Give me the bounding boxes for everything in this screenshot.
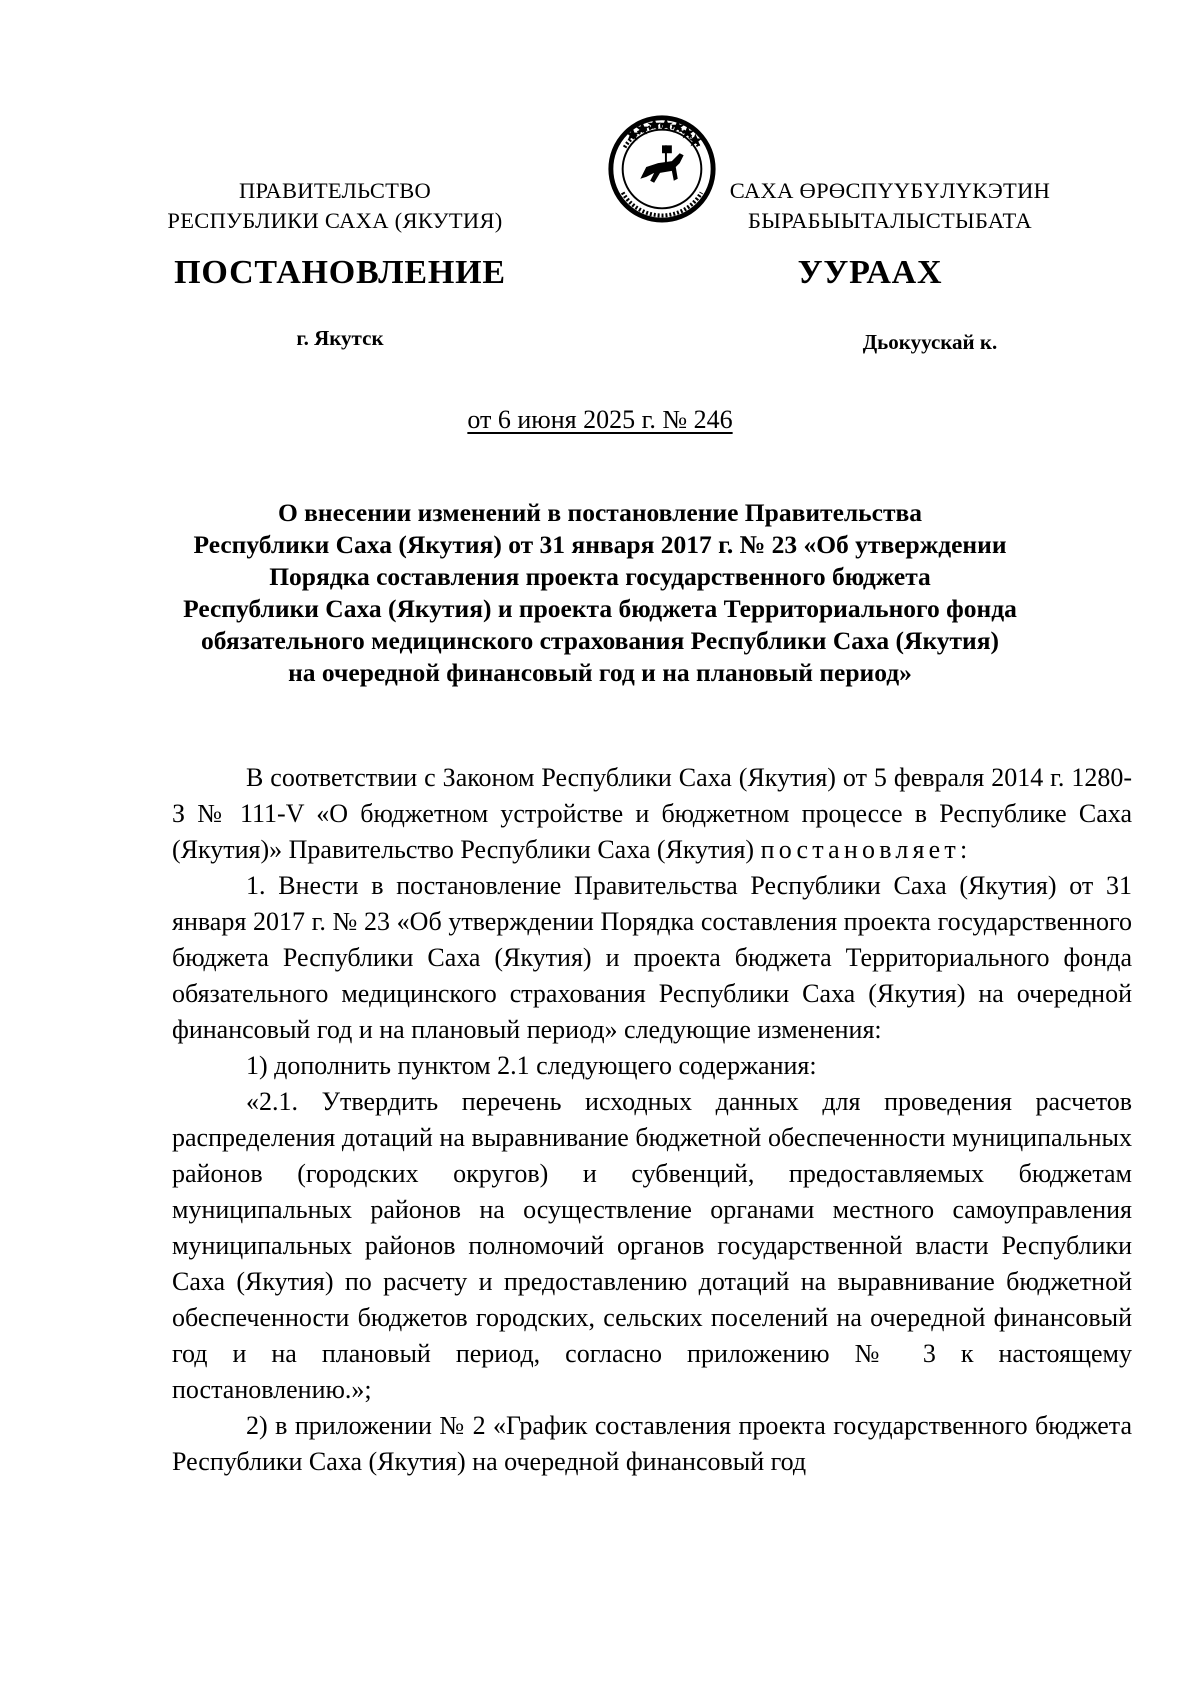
government-name-russian (150, 176, 520, 236)
government-name-line-1: ПРАВИТЕЛЬСТВО (238, 178, 432, 203)
title-line: Республики Саха (Якутия) и проекта бюджета Территориального фонда (183, 594, 1017, 623)
title-line: на очередной финансовый год и на плановый период» (288, 658, 912, 687)
title-line: Порядка составления проекта государственного бюджета (269, 562, 931, 591)
sub-item-1-paragraph: 1) дополнить пунктом 2.1 следующего содержания: (246, 1051, 817, 1080)
decree-word: постановляет: (760, 835, 972, 864)
document-type-sakha: УУРААХ (797, 254, 943, 291)
title-line: обязательного медицинского страхования Республики Саха (Якутия) (200, 626, 1000, 655)
coat-of-arms-emblem-icon (603, 108, 721, 226)
title-line: О внесении изменений в постановление Правительства (277, 498, 923, 527)
government-name-sakha (705, 176, 1075, 236)
document-title (130, 497, 1070, 689)
item-1-paragraph: 1. Внести в постановление Правительства Республики Саха (Якутия) от 31 января 2017 г. № 23 «Об утверждении Порядка составления проекта государственного бюджета Республики Саха (Якутия) и проекта бюджета Территориального фонда обязательного медицинского страхования Республики Саха (Якутия) на очередной финансовый год и на плановый период» следующие изменения: (172, 871, 1132, 1044)
preamble-text: В соответствии с Законом Республики Саха (Якутия) от 5 февраля 2014 г. 1280-З № 111-V «О бюджетном устройстве и бюджетном процессе в Республике Саха (Якутия)» Правительство Республики Саха (Якутия) (172, 763, 1132, 864)
city-sakha: Дьокуускай к. (862, 330, 998, 354)
date-number-text: от 6 июня 2025 г. № 246 (467, 405, 733, 434)
government-name-sakha-line-2: БЫРАБЫЫТАЛЫСТЫБАТА (748, 208, 1032, 233)
title-line: Республики Саха (Якутия) от 31 января 2017 г. № 23 «Об утверждении (193, 530, 1007, 559)
document-body (172, 760, 1132, 1480)
date-and-number (0, 405, 1200, 435)
city-russian: г. Якутск (296, 326, 384, 350)
government-name-sakha-line-1: САХА ӨРӨСПҮҮБҮЛҮКЭТИН (729, 178, 1051, 203)
document-type-russian: ПОСТАНОВЛЕНИЕ (174, 254, 506, 291)
quoted-clause-paragraph: «2.1. Утвердить перечень исходных данных для проведения расчетов распределения дотаций на выравнивание бюджетной обеспеченности муниципальных районов (городских округов) и субвенций, предоставляемых бюджетам муниципальных районов на осуществление органами местного самоуправления муниципальных районов полномочий органов государственной власти Республики Саха (Якутия) по расчету и предоставлению дотаций на выравнивание бюджетной обеспеченности бюджетов городских, сельских поселений на очередной финансовый год и на плановый период, согласно приложению № 3 к настоящему постановлению.»; (172, 1087, 1132, 1404)
preamble-paragraph (172, 760, 1132, 868)
government-name-line-2: РЕСПУБЛИКИ САХА (ЯКУТИЯ) (167, 208, 503, 233)
sub-item-2-paragraph: 2) в приложении № 2 «График составления проекта государственного бюджета Республики Саха (Якутия) на очередной финансовый год (172, 1411, 1132, 1476)
